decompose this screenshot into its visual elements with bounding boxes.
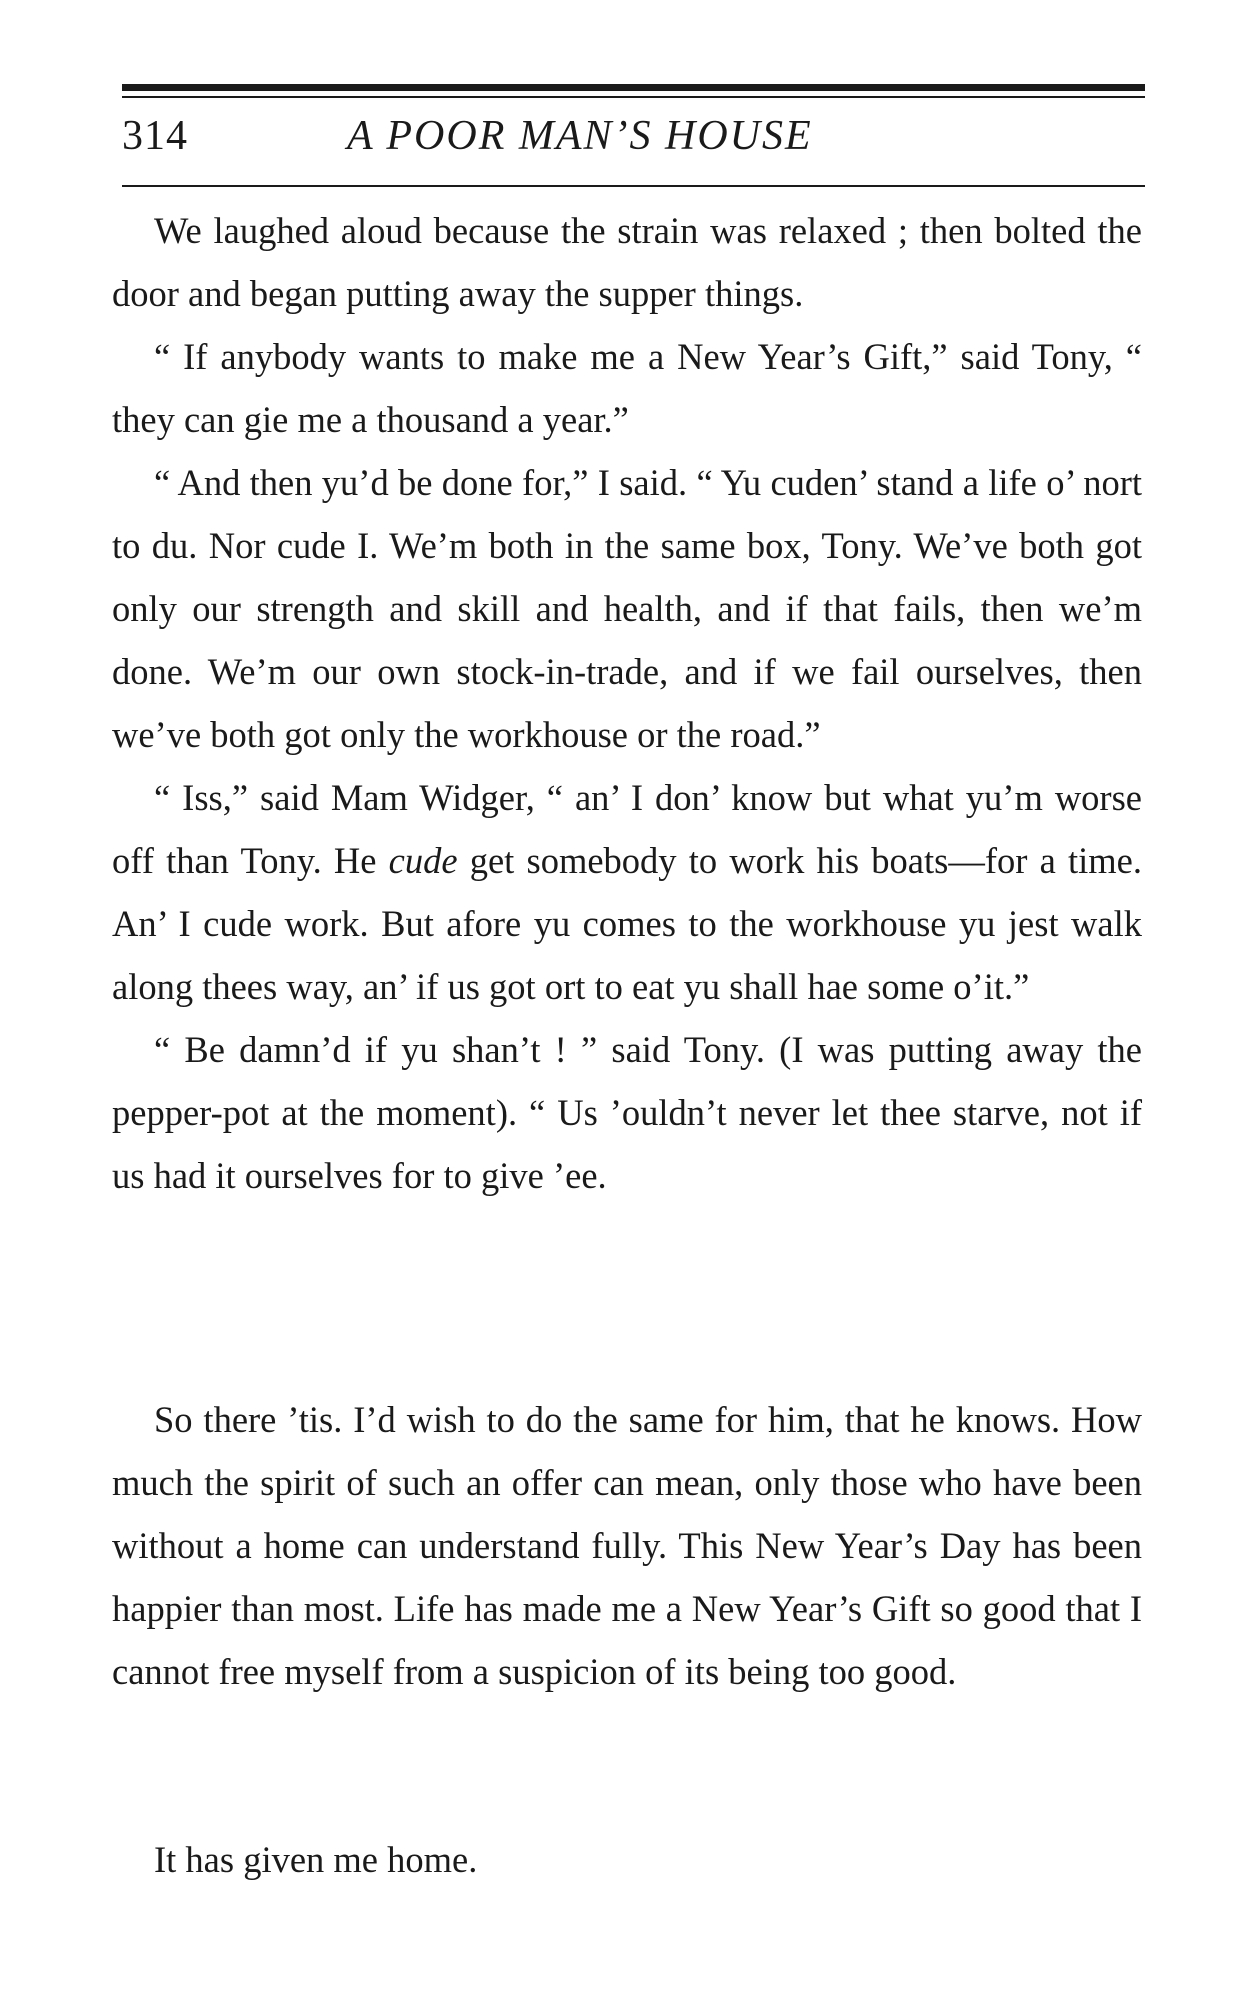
paragraph-new-years-gift: “ If anybody wants to make me a New Year’s Gift,” said Tony, “ they can gie me a thousand a year.” — [112, 336, 1142, 440]
page-number: 314 — [122, 113, 188, 159]
header-underline-rule — [122, 185, 1145, 187]
header-rule-thin — [122, 96, 1145, 98]
body-text-section-1 — [112, 199, 1142, 1207]
paragraph-laughed: We laughed aloud because the strain was relaxed ; then bolted the door and began putting away the supper things. — [112, 210, 1142, 314]
paragraph-be-damnd: “ Be damn’d if yu shan’t ! ” said Tony. (I was putting away the pepper-pot at the moment). “ Us ’ouldn’t never let thee starve, not if us had it ourselves for to give ’ee. — [112, 1029, 1142, 1196]
mam-text-before: “ Iss,” said Mam Widger, “ an’ I don’ know but what yu’m worse off than Tony. He — [112, 777, 1142, 881]
body-text-section-2 — [112, 1388, 1142, 1703]
paragraph-so-there-tis: So there ’tis. I’d wish to do the same for him, that he knows. How much the spirit of such an offer can mean, only those who have been without a home can understand fully. This New Year’s Day has been happier than most. Life has made me a New Year’s Gift so good that I cannot free myself from a suspicion of its being too good. — [112, 1399, 1142, 1692]
running-title: A POOR MAN’S HOUSE — [347, 113, 813, 159]
mam-text-emphasis: cude — [388, 840, 458, 881]
paragraph-mam-widger — [112, 766, 1142, 1018]
header-rule-thick — [122, 84, 1145, 91]
paragraph-done-for: “ And then yu’d be done for,” I said. “ Yu cuden’ stand a life o’ nort to du. Nor cude I. We’m both in the same box, Tony. We’ve both got only our strength and skill and health, and if that fails, then we’m done. We’m our own stock-in-trade, and if we fail ourselves, then we’ve both got only the workhouse or the road.” — [112, 462, 1142, 755]
mam-text-after: get somebody to work his boats—for a time. An’ I cude work. But afore yu comes to the workhouse yu jest walk along thees way, an’ if us got ort to eat yu shall hae some o’it.” — [112, 840, 1142, 1007]
page-header — [122, 112, 1145, 172]
closing-line: It has given me home. — [154, 1839, 478, 1880]
